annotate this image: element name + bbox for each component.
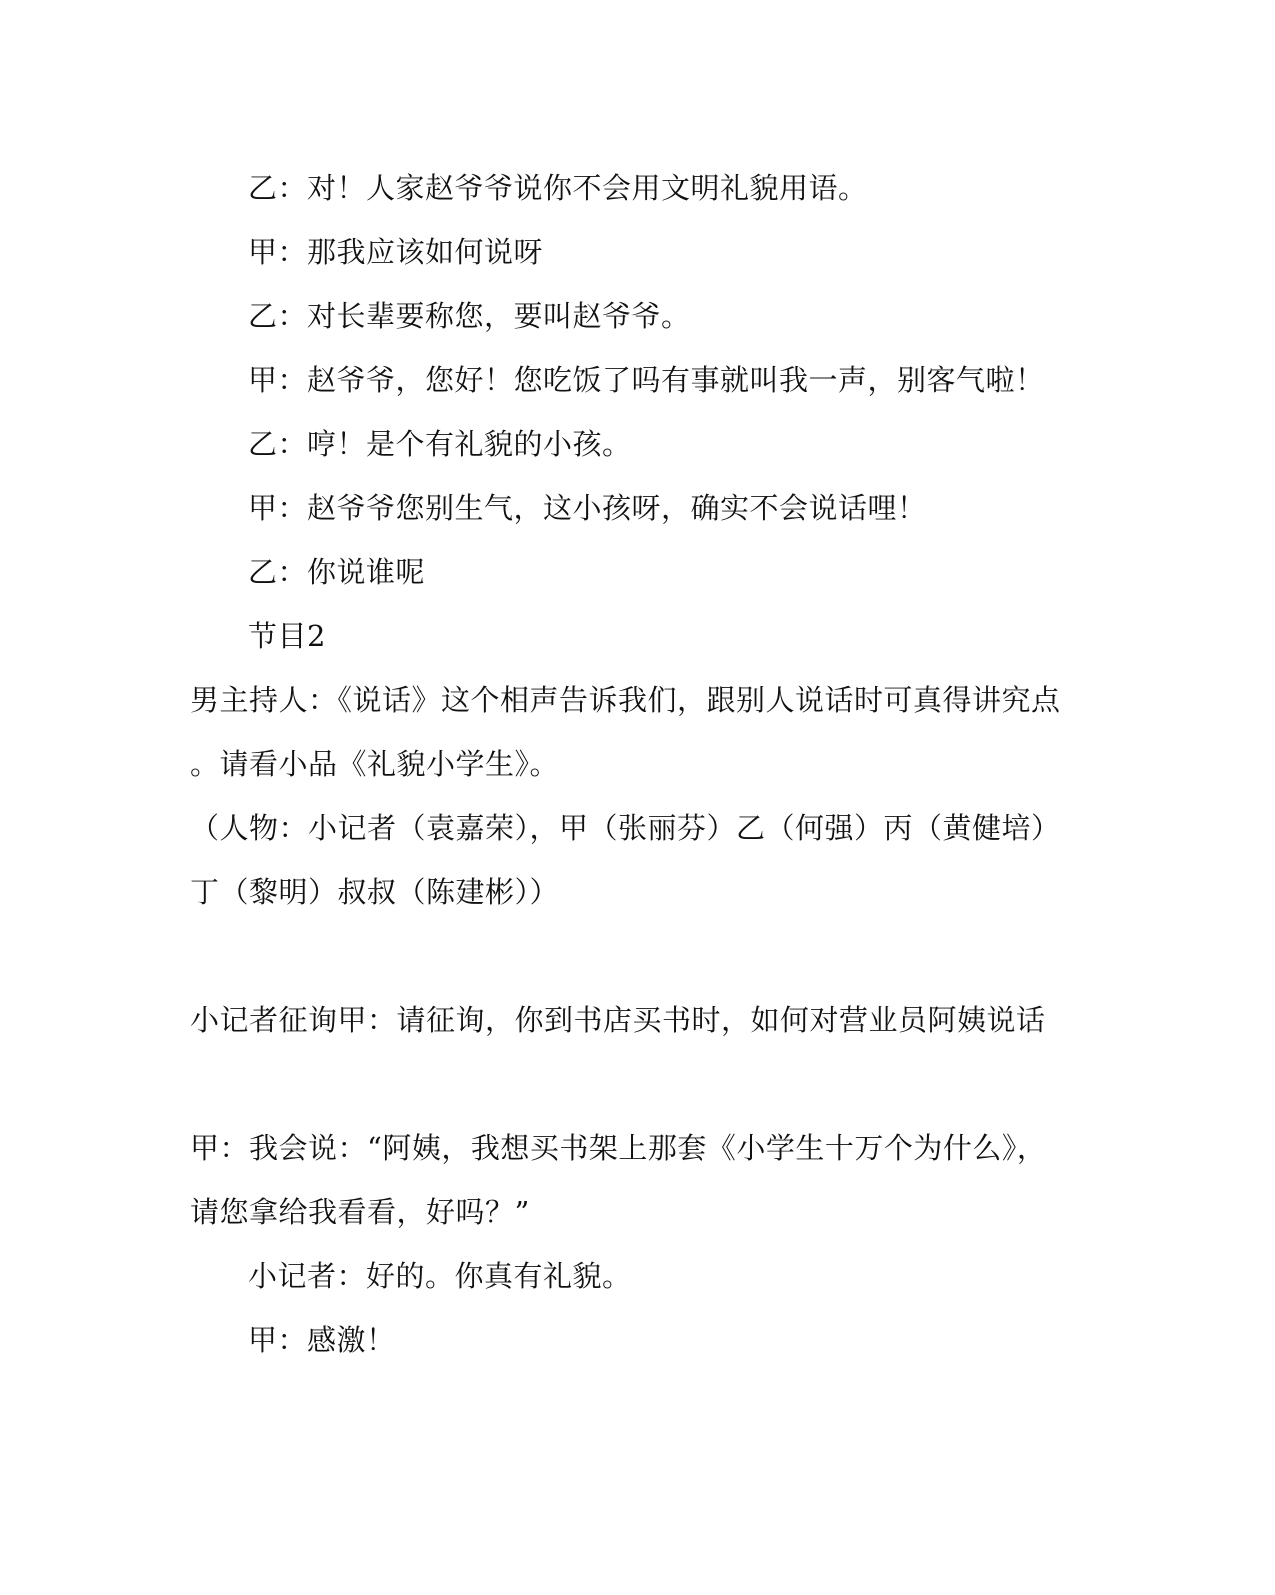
paragraph-line: 小记者征询甲：请征询，你到书店买书时，如何对营业员阿姨说话	[190, 1003, 1046, 1037]
dialogue-line: 甲：感激！	[248, 1323, 396, 1357]
dialogue-line: 乙：你说谁呢	[248, 555, 426, 589]
dialogue-line: 乙：哼！是个有礼貌的小孩。	[248, 427, 632, 461]
section-heading: 节目2	[248, 619, 326, 653]
paragraph-line: 请您拿给我看看，好吗？”	[190, 1195, 530, 1229]
dialogue-line: 甲：赵爷爷，您好！您吃饭了吗有事就叫我一声，别客气啦！	[248, 363, 1045, 397]
paragraph-line: 丁（黎明）叔叔（陈建彬））	[190, 875, 560, 909]
paragraph-line: 甲：我会说：“阿姨，我想买书架上那套《小学生十万个为什么》，	[190, 1131, 1047, 1165]
dialogue-line: 甲：赵爷爷您别生气，这小孩呀，确实不会说话哩！	[248, 491, 927, 525]
dialogue-line: 小记者：好的。你真有礼貌。	[248, 1259, 632, 1293]
paragraph-line: 男主持人：《说话》这个相声告诉我们，跟别人说话时可真得讲究点	[190, 683, 1061, 717]
paragraph-line: 。请看小品《礼貌小学生》。	[190, 747, 560, 781]
dialogue-line: 乙：对！人家赵爷爷说你不会用文明礼貌用语。	[248, 171, 868, 205]
dialogue-line: 甲：那我应该如何说呀	[248, 235, 544, 269]
dialogue-line: 乙：对长辈要称您，要叫赵爷爷。	[248, 299, 691, 333]
paragraph-line: （人物：小记者（袁嘉荣），甲（张丽芬）乙（何强）丙（黄健培）	[190, 811, 1061, 845]
